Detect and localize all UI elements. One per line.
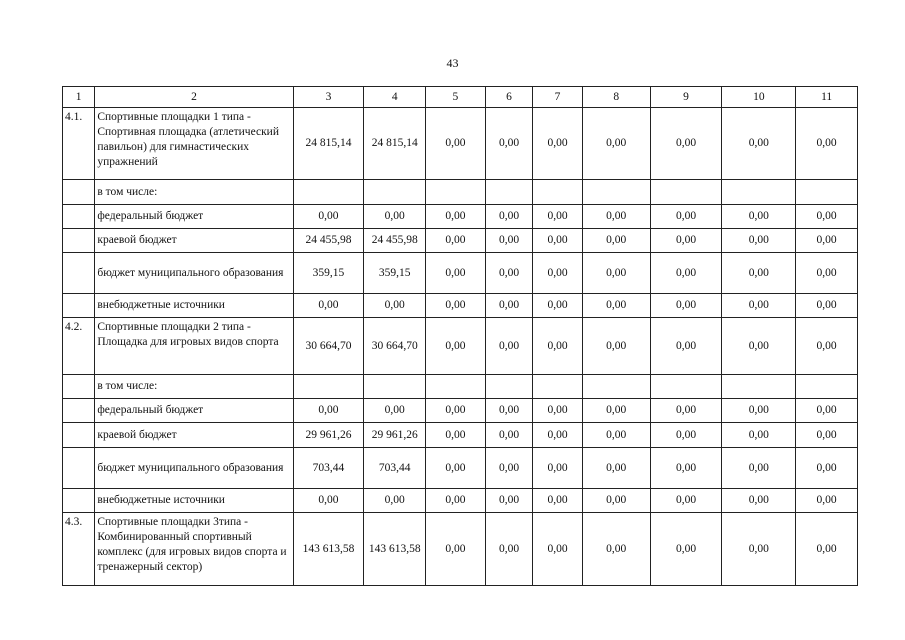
row-name-cell: федеральный бюджет <box>95 399 293 423</box>
row-name-cell: краевой бюджет <box>95 229 293 253</box>
value-cell: 0,00 <box>650 513 722 586</box>
value-cell: 0,00 <box>533 205 583 229</box>
value-cell: 0,00 <box>485 423 533 448</box>
value-cell: 24 455,98 <box>364 229 426 253</box>
value-cell <box>293 180 364 205</box>
value-cell: 0,00 <box>485 399 533 423</box>
value-cell <box>582 180 650 205</box>
value-cell: 0,00 <box>650 448 722 489</box>
table-row <box>63 253 858 294</box>
row-number-cell <box>63 399 95 423</box>
value-cell: 0,00 <box>582 294 650 318</box>
row-number-cell: 4.1. <box>63 108 95 180</box>
value-cell: 0,00 <box>582 423 650 448</box>
value-cell: 143 613,58 <box>364 513 426 586</box>
value-cell: 0,00 <box>485 513 533 586</box>
value-cell <box>364 180 426 205</box>
value-cell: 0,00 <box>582 108 650 180</box>
value-cell: 0,00 <box>293 294 364 318</box>
header-cell: 7 <box>533 87 583 108</box>
table-row <box>63 318 858 375</box>
value-cell: 0,00 <box>722 489 796 513</box>
row-name-cell: Спортивные площадки 3типа - Комбинированный спортивный комплекс (для игровых видов спорта и тренажерный сектор) <box>95 513 293 586</box>
value-cell: 30 664,70 <box>364 318 426 375</box>
value-cell: 24 455,98 <box>293 229 364 253</box>
value-cell: 0,00 <box>722 448 796 489</box>
value-cell: 0,00 <box>533 294 583 318</box>
value-cell: 0,00 <box>796 229 858 253</box>
value-cell: 359,15 <box>364 253 426 294</box>
value-cell: 0,00 <box>426 229 486 253</box>
value-cell: 0,00 <box>722 253 796 294</box>
value-cell: 0,00 <box>293 489 364 513</box>
value-cell: 0,00 <box>293 205 364 229</box>
value-cell: 0,00 <box>533 448 583 489</box>
value-cell: 0,00 <box>533 108 583 180</box>
value-cell <box>650 180 722 205</box>
value-cell <box>582 375 650 399</box>
row-name-cell: в том числе: <box>95 180 293 205</box>
value-cell <box>293 375 364 399</box>
value-cell: 0,00 <box>796 294 858 318</box>
value-cell: 0,00 <box>796 205 858 229</box>
value-cell: 0,00 <box>293 399 364 423</box>
value-cell: 0,00 <box>722 513 796 586</box>
value-cell: 0,00 <box>582 229 650 253</box>
row-number-cell <box>63 253 95 294</box>
value-cell: 30 664,70 <box>293 318 364 375</box>
value-cell: 0,00 <box>582 448 650 489</box>
value-cell: 0,00 <box>796 423 858 448</box>
value-cell: 143 613,58 <box>293 513 364 586</box>
row-name-cell: в том числе: <box>95 375 293 399</box>
row-number-cell: 4.2. <box>63 318 95 375</box>
header-cell: 3 <box>293 87 364 108</box>
value-cell: 0,00 <box>485 253 533 294</box>
row-number-cell: 4.3. <box>63 513 95 586</box>
value-cell: 0,00 <box>582 399 650 423</box>
value-cell: 0,00 <box>485 489 533 513</box>
value-cell: 0,00 <box>485 294 533 318</box>
row-name-cell: Спортивные площадки 2 типа - Площадка для игровых видов спорта <box>95 318 293 375</box>
table-row <box>63 205 858 229</box>
value-cell: 703,44 <box>293 448 364 489</box>
value-cell <box>796 375 858 399</box>
value-cell: 0,00 <box>485 318 533 375</box>
row-number-cell <box>63 423 95 448</box>
value-cell <box>796 180 858 205</box>
value-cell: 0,00 <box>533 253 583 294</box>
row-name-cell: краевой бюджет <box>95 423 293 448</box>
header-cell: 11 <box>796 87 858 108</box>
value-cell: 0,00 <box>796 108 858 180</box>
header-cell: 10 <box>722 87 796 108</box>
value-cell: 0,00 <box>650 253 722 294</box>
value-cell: 0,00 <box>650 294 722 318</box>
value-cell <box>426 180 486 205</box>
row-number-cell <box>63 294 95 318</box>
table-row <box>63 423 858 448</box>
row-number-cell <box>63 448 95 489</box>
value-cell <box>722 375 796 399</box>
header-cell: 5 <box>426 87 486 108</box>
row-number-cell <box>63 375 95 399</box>
value-cell: 0,00 <box>650 108 722 180</box>
table-row <box>63 399 858 423</box>
header-cell: 8 <box>582 87 650 108</box>
value-cell: 0,00 <box>796 399 858 423</box>
value-cell: 0,00 <box>582 513 650 586</box>
value-cell <box>533 375 583 399</box>
value-cell: 0,00 <box>485 448 533 489</box>
value-cell: 0,00 <box>533 318 583 375</box>
value-cell <box>485 375 533 399</box>
table-row <box>63 229 858 253</box>
value-cell: 24 815,14 <box>293 108 364 180</box>
header-cell: 1 <box>63 87 95 108</box>
value-cell <box>533 180 583 205</box>
value-cell: 0,00 <box>426 318 486 375</box>
value-cell: 0,00 <box>364 399 426 423</box>
budget-table <box>62 86 858 586</box>
value-cell <box>722 180 796 205</box>
value-cell: 0,00 <box>796 513 858 586</box>
value-cell: 0,00 <box>582 205 650 229</box>
row-name-cell: Спортивные площадки 1 типа - Спортивная площадка (атлетический павильон) для гимнастических упражнений <box>95 108 293 180</box>
row-name-cell: внебюджетные источники <box>95 294 293 318</box>
value-cell: 0,00 <box>426 108 486 180</box>
value-cell: 29 961,26 <box>293 423 364 448</box>
value-cell: 0,00 <box>796 489 858 513</box>
table-row <box>63 448 858 489</box>
value-cell: 0,00 <box>485 108 533 180</box>
value-cell: 0,00 <box>426 294 486 318</box>
row-name-cell: бюджет муниципального образования <box>95 253 293 294</box>
value-cell: 29 961,26 <box>364 423 426 448</box>
value-cell: 0,00 <box>722 205 796 229</box>
value-cell: 0,00 <box>796 448 858 489</box>
value-cell: 0,00 <box>533 489 583 513</box>
table-row <box>63 108 858 180</box>
value-cell: 703,44 <box>364 448 426 489</box>
value-cell: 0,00 <box>364 489 426 513</box>
table-row <box>63 180 858 205</box>
table-row <box>63 513 858 586</box>
value-cell: 0,00 <box>426 513 486 586</box>
value-cell <box>650 375 722 399</box>
value-cell: 0,00 <box>650 423 722 448</box>
value-cell: 0,00 <box>533 229 583 253</box>
value-cell: 0,00 <box>533 399 583 423</box>
page-number: 43 <box>446 56 459 70</box>
table-row <box>63 294 858 318</box>
value-cell: 0,00 <box>722 423 796 448</box>
value-cell: 0,00 <box>722 294 796 318</box>
value-cell: 0,00 <box>426 205 486 229</box>
table-row <box>63 489 858 513</box>
value-cell: 0,00 <box>722 108 796 180</box>
value-cell: 0,00 <box>796 253 858 294</box>
value-cell: 359,15 <box>293 253 364 294</box>
row-name-cell: бюджет муниципального образования <box>95 448 293 489</box>
value-cell: 0,00 <box>533 423 583 448</box>
value-cell: 0,00 <box>485 229 533 253</box>
value-cell: 0,00 <box>650 205 722 229</box>
table-body <box>63 87 858 586</box>
value-cell: 0,00 <box>722 399 796 423</box>
value-cell: 0,00 <box>533 513 583 586</box>
value-cell <box>364 375 426 399</box>
value-cell: 0,00 <box>364 205 426 229</box>
header-cell: 4 <box>364 87 426 108</box>
value-cell: 0,00 <box>426 448 486 489</box>
value-cell: 0,00 <box>650 229 722 253</box>
value-cell: 0,00 <box>364 294 426 318</box>
value-cell: 0,00 <box>426 399 486 423</box>
row-number-cell <box>63 180 95 205</box>
header-cell: 2 <box>95 87 293 108</box>
value-cell <box>426 375 486 399</box>
header-cell: 6 <box>485 87 533 108</box>
value-cell: 0,00 <box>582 253 650 294</box>
header-row <box>63 87 858 108</box>
value-cell: 0,00 <box>485 205 533 229</box>
value-cell <box>485 180 533 205</box>
header-cell: 9 <box>650 87 722 108</box>
value-cell: 0,00 <box>722 229 796 253</box>
value-cell: 0,00 <box>426 423 486 448</box>
value-cell: 0,00 <box>582 318 650 375</box>
value-cell: 0,00 <box>796 318 858 375</box>
value-cell: 0,00 <box>650 489 722 513</box>
value-cell: 0,00 <box>650 318 722 375</box>
row-number-cell <box>63 489 95 513</box>
row-name-cell: внебюджетные источники <box>95 489 293 513</box>
row-name-cell: федеральный бюджет <box>95 205 293 229</box>
value-cell: 0,00 <box>722 318 796 375</box>
value-cell: 0,00 <box>426 489 486 513</box>
value-cell: 0,00 <box>426 253 486 294</box>
value-cell: 24 815,14 <box>364 108 426 180</box>
value-cell: 0,00 <box>582 489 650 513</box>
row-number-cell <box>63 205 95 229</box>
value-cell: 0,00 <box>650 399 722 423</box>
row-number-cell <box>63 229 95 253</box>
table-row <box>63 375 858 399</box>
